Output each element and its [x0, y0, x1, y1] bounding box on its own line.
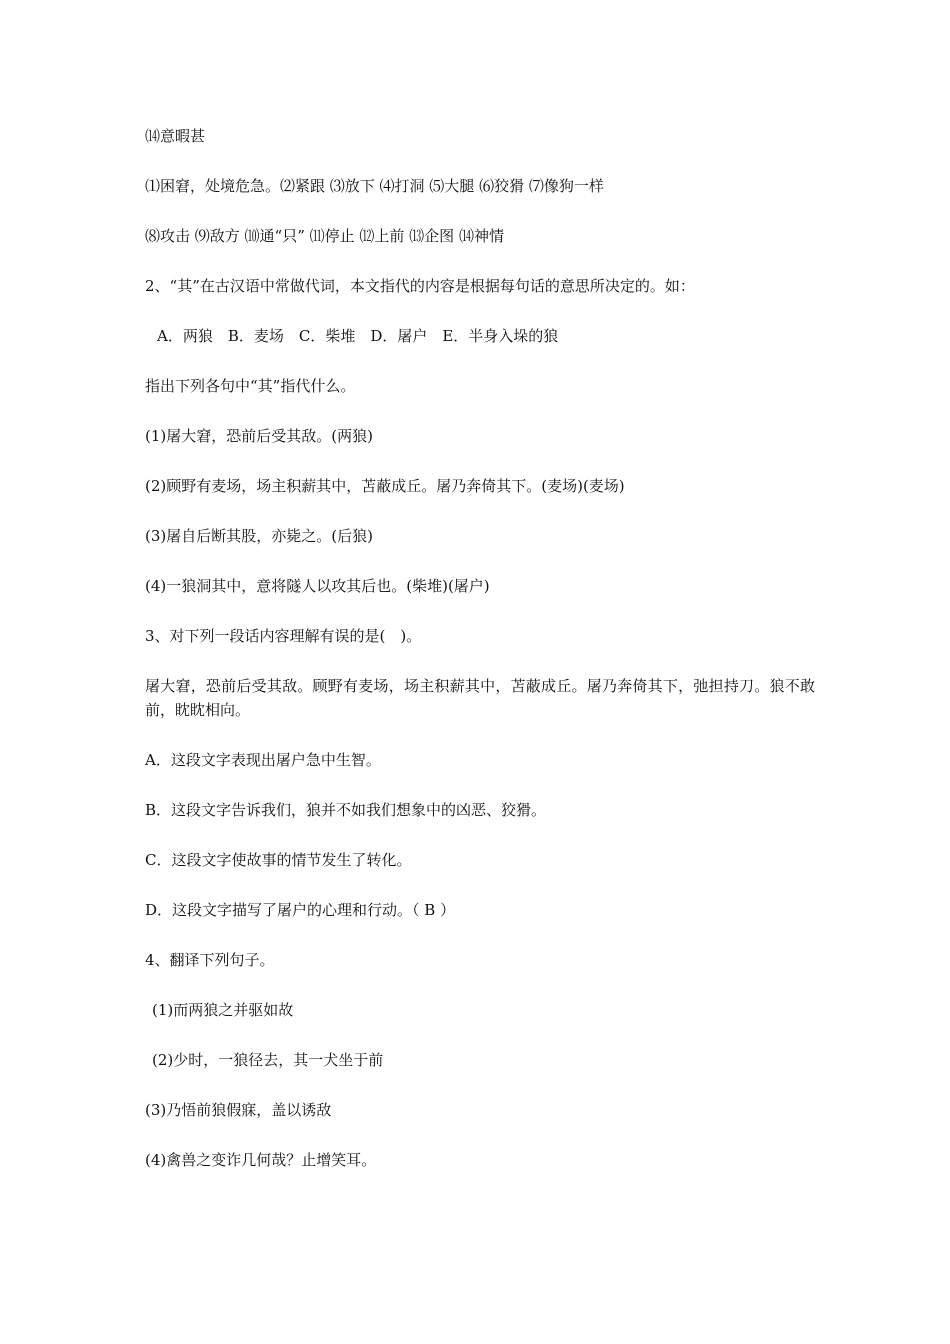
text-line-vocab-14: ⒁意暇甚 [145, 127, 206, 145]
question-4-item-2: (2)少时，一狼径去，其一犬坐于前 [152, 1051, 384, 1069]
question-2-options: A．两狼 B．麦场 C．柴堆 D．屠户 E．半身入垛的狼 [157, 327, 559, 345]
question-2-item-1: (1)屠大窘，恐前后受其敌。(两狼) [145, 427, 373, 445]
question-3-passage: 屠大窘，恐前后受其敌。顾野有麦场，场主积薪其中，苫蔽成丘。屠乃奔倚其下，弛担持刀。狼不敢前，眈眈相向。 [145, 677, 815, 719]
question-4-item-1: (1)而两狼之并驱如故 [152, 1001, 294, 1019]
question-2-heading: 2、“其”在古汉语中常做代词，本文指代的内容是根据每句话的意思所决定的。如： [145, 277, 695, 295]
question-3-option-c: C．这段文字使故事的情节发生了转化。 [145, 851, 412, 869]
question-4-heading: 4、翻译下列句子。 [145, 951, 275, 969]
question-2-instruction: 指出下列各句中“其”指代什么。 [145, 377, 356, 395]
question-3-heading: 3、对下列一段话内容理解有误的是( )。 [145, 627, 422, 645]
question-3-option-d: D．这段文字描写了屠户的心理和行动。（ B ） [145, 901, 456, 919]
text-line-vocab-answers-1: ⑴困窘，处境危急。⑵紧跟 ⑶放下 ⑷打洞 ⑸大腿 ⑹狡猾 ⑺像狗一样 [145, 177, 604, 195]
question-2-item-2: (2)顾野有麦场，场主积薪其中，苫蔽成丘。屠乃奔倚其下。(麦场)(麦场) [145, 477, 625, 495]
question-3-option-a: A．这段文字表现出屠户急中生智。 [145, 751, 381, 769]
question-2-item-3: (3)屠自后断其股，亦毙之。(后狼) [145, 527, 373, 545]
question-4-item-4: (4)禽兽之变诈几何哉？止增笑耳。 [145, 1151, 377, 1169]
question-2-item-4: (4)一狼洞其中，意将隧人以攻其后也。(柴堆)(屠户) [145, 577, 490, 595]
question-4-item-3: (3)乃悟前狼假寐，盖以诱敌 [145, 1101, 332, 1119]
text-line-vocab-answers-2: ⑻攻击 ⑼敌方 ⑽通“只” ⑾停止 ⑿上前 ⒀企图 ⒁神情 [145, 227, 504, 245]
question-3-option-b: B．这段文字告诉我们，狼并不如我们想象中的凶恶、狡猾。 [145, 801, 547, 819]
